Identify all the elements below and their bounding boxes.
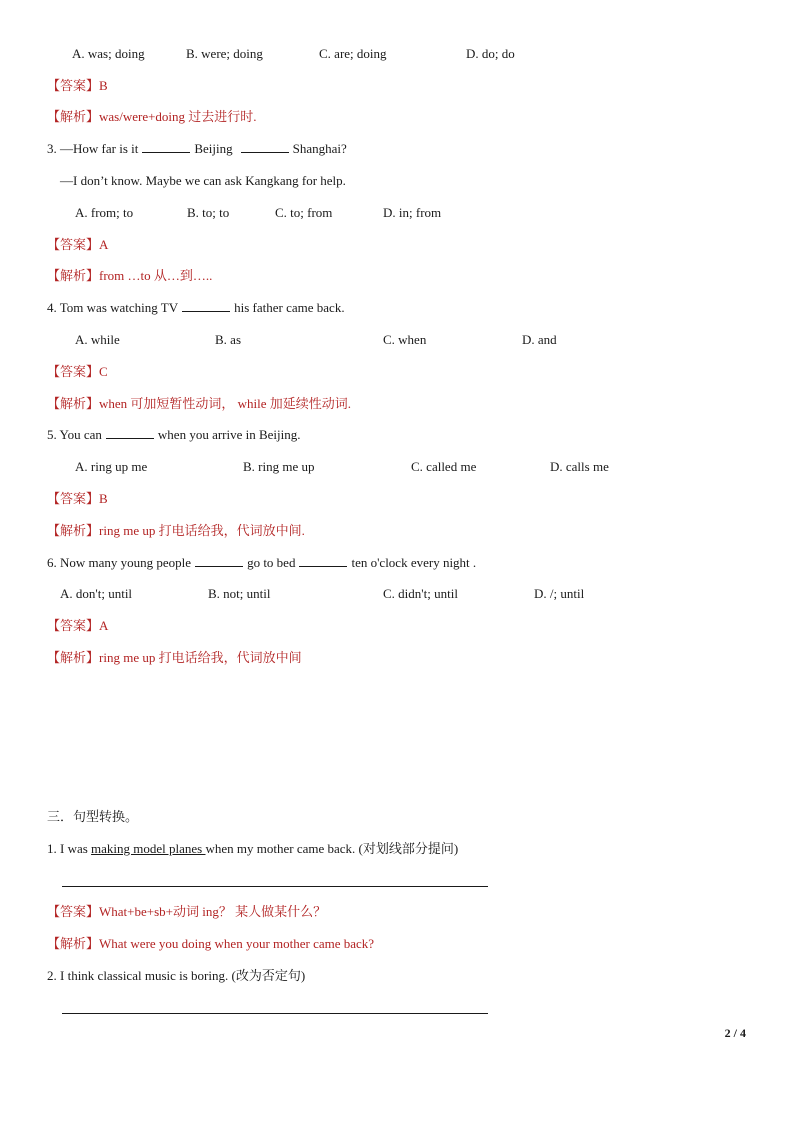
answer-value: A — [99, 618, 109, 633]
answer-value: A — [99, 237, 109, 252]
blank — [241, 140, 289, 153]
q3-dialog-reply: —I don’t know. Maybe we can ask Kangkang for help. — [60, 173, 346, 188]
q3-stem-part: Beijing — [194, 141, 233, 156]
q3-answer — [47, 236, 108, 254]
section-heading: 三．句型转换。 — [47, 809, 139, 824]
q3-option-b: B. to; to — [187, 205, 230, 220]
q3-option-a: A. from; to — [75, 205, 134, 220]
blank — [182, 299, 230, 312]
answer-value: B — [99, 491, 108, 506]
q5-answer — [47, 490, 108, 508]
q5-option-c: C. called me — [411, 459, 477, 474]
page-number: 2 / 4 — [724, 1026, 746, 1040]
answer-label: 【答案】 — [47, 491, 100, 506]
q4-option-a: A. while — [75, 332, 120, 347]
q5-option-b: B. ring me up — [243, 459, 315, 474]
q5-stem-part: 5. You can — [47, 427, 102, 442]
q6-stem-part: 6. Now many young people — [47, 555, 192, 570]
q2-answer — [47, 77, 108, 95]
q5-stem-part: when you arrive in Beijing. — [157, 427, 301, 442]
q3-option-c: C. to; from — [275, 205, 333, 220]
answer-value: B — [99, 78, 108, 93]
q4-stem-part: his father came back. — [234, 300, 345, 315]
q6-stem-part: ten o'clock every night . — [351, 555, 477, 570]
q2-option-a: A. was; doing — [72, 46, 145, 61]
q4-stem-part: 4. Tom was watching TV — [47, 300, 179, 315]
s1-underlined-phrase: making model planes — [91, 841, 206, 856]
answer-label: 【答案】 — [47, 78, 100, 93]
s1-stem — [47, 840, 458, 858]
answer-label: 【答案】 — [47, 237, 100, 252]
blank — [142, 140, 190, 153]
q4-answer — [47, 363, 108, 381]
q4-option-b: B. as — [215, 332, 241, 347]
analysis-label: 【解析】 — [47, 650, 100, 665]
q6-option-b: B. not; until — [208, 586, 271, 601]
analysis-text: from …to 从…到….. — [99, 268, 213, 283]
q3-option-d: D. in; from — [383, 205, 442, 220]
q6-option-a: A. don't; until — [60, 586, 133, 601]
q4-analysis — [47, 395, 351, 413]
answer-label: 【答案】 — [47, 618, 100, 633]
q3-stem — [47, 140, 347, 158]
analysis-text: What were you doing when your mother came back? — [99, 936, 375, 951]
q2-option-d: D. do; do — [466, 46, 515, 61]
q3-analysis — [47, 267, 212, 285]
blank — [106, 426, 154, 439]
q5-option-a: A. ring up me — [75, 459, 148, 474]
q2-option-b: B. were; doing — [186, 46, 263, 61]
s1-stem-part: when my mother came back. (对划线部分提问) — [205, 841, 459, 856]
q6-answer — [47, 617, 108, 635]
s1-analysis — [47, 935, 374, 953]
q5-option-d: D. calls me — [550, 459, 609, 474]
q6-analysis — [47, 649, 302, 667]
q5-stem — [47, 426, 301, 444]
blank — [299, 554, 347, 567]
blank — [195, 554, 243, 567]
q2-option-c: C. are; doing — [319, 46, 387, 61]
s1-stem-part: 1. I was — [47, 841, 88, 856]
q6-stem — [47, 554, 476, 572]
q6-stem-part: go to bed — [247, 555, 296, 570]
q6-option-d: D. /; until — [534, 586, 585, 601]
q4-stem — [47, 299, 345, 317]
q6-option-c: C. didn't; until — [383, 586, 458, 601]
analysis-label: 【解析】 — [47, 268, 100, 283]
analysis-label: 【解析】 — [47, 109, 100, 124]
answer-line — [62, 1013, 488, 1014]
q3-stem-part: 3. —How far is it — [47, 141, 139, 156]
answer-line — [62, 886, 488, 887]
analysis-label: 【解析】 — [47, 523, 100, 538]
s1-answer — [47, 903, 326, 921]
analysis-label: 【解析】 — [47, 396, 100, 411]
analysis-text: when 可加短暂性动词， while 加延续性动词. — [99, 396, 352, 411]
analysis-text: ring me up 打电话给我，代词放中间. — [99, 523, 305, 538]
s2-stem: 2. I think classical music is boring. (改为否定句) — [47, 968, 306, 983]
q3-stem-part: Shanghai? — [292, 141, 347, 156]
answer-value: What+be+sb+动词 ing？ 某人做某什么？ — [99, 904, 327, 919]
answer-label: 【答案】 — [47, 904, 100, 919]
q4-option-d: D. and — [522, 332, 557, 347]
analysis-text: ring me up 打电话给我，代词放中间 — [99, 650, 302, 665]
q2-analysis — [47, 108, 257, 126]
answer-label: 【答案】 — [47, 364, 100, 379]
q4-option-c: C. when — [383, 332, 427, 347]
analysis-label: 【解析】 — [47, 936, 100, 951]
q5-analysis — [47, 522, 305, 540]
analysis-text: was/were+doing 过去进行时. — [99, 109, 257, 124]
answer-value: C — [99, 364, 108, 379]
